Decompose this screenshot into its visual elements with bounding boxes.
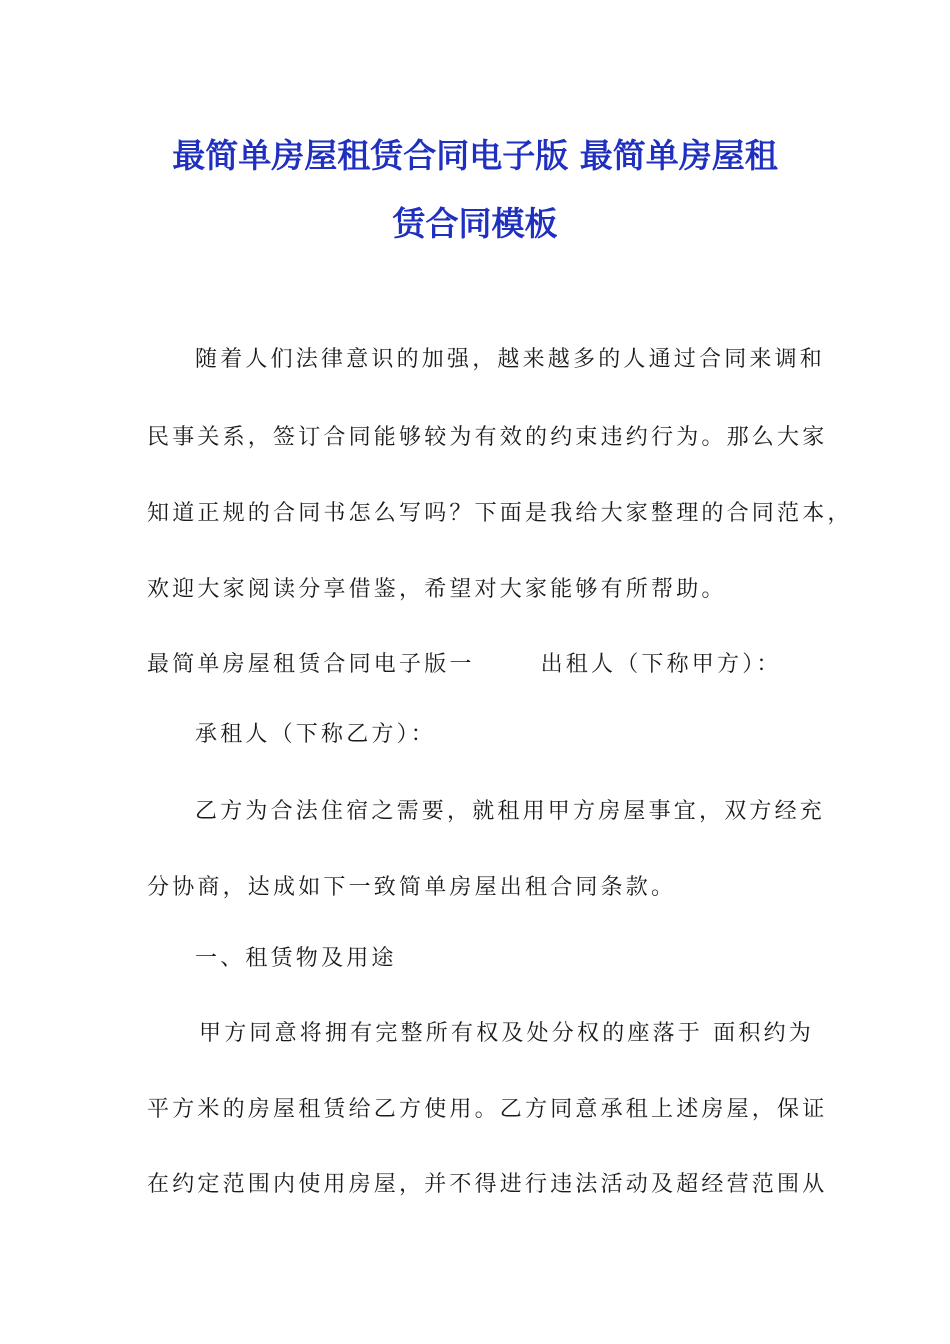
- section-1-line-1: 甲方同意将拥有完整所有权及处分权的座落于 面积约为: [199, 1021, 814, 1046]
- intro-line-1: 随着人们法律意识的加强，越来越多的人通过合同来调和: [195, 347, 826, 372]
- intro-line-4: 欢迎大家阅读分享借鉴，希望对大家能够有所帮助。: [147, 577, 727, 602]
- section-1-line-3: 在约定范围内使用房屋，并不得进行违法活动及超经营范围从: [147, 1172, 828, 1197]
- intro-line-3: 知道正规的合同书怎么写吗？下面是我给大家整理的合同范本，: [147, 501, 853, 526]
- section-1-line-2: 平方米的房屋租赁给乙方使用。乙方同意承租上述房屋，保证: [147, 1097, 828, 1122]
- document-title-line-1: 最简单房屋租赁合同电子版 最简单房屋租: [172, 136, 778, 175]
- purpose-line-1: 乙方为合法住宿之需要，就租用甲方房屋事宜，双方经充: [195, 799, 826, 824]
- intro-line-2: 民事关系，签订合同能够较为有效的约束违约行为。那么大家: [147, 425, 828, 450]
- lessor-label: 出租人（下称甲方）：: [540, 652, 782, 677]
- lessee-label: 承租人（下称乙方）：: [195, 722, 437, 747]
- document-title-line-2: 赁合同模板: [392, 204, 558, 243]
- section-1-title: 一、租赁物及用途: [195, 946, 397, 971]
- contract-heading-row: [147, 650, 782, 680]
- contract-heading: 最简单房屋租赁合同电子版一: [147, 652, 475, 677]
- purpose-line-2: 分协商，达成如下一致简单房屋出租合同条款。: [147, 875, 677, 900]
